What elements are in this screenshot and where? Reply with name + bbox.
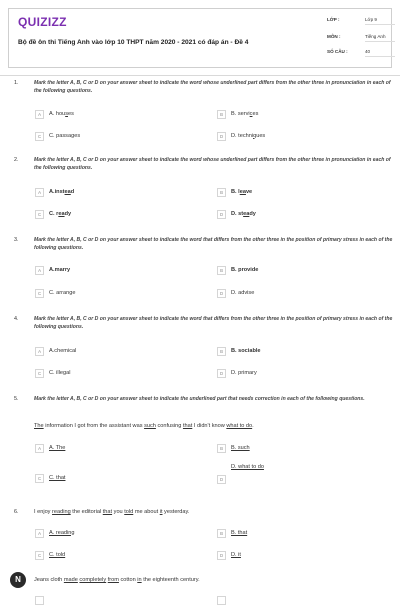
- option-letter-box: B: [217, 347, 226, 356]
- option-letter-box: C: [35, 132, 44, 141]
- option-text: D. techniques: [231, 132, 266, 139]
- option-text: A. The: [49, 444, 66, 451]
- question-number: 4.: [14, 316, 19, 322]
- meta-underline: [365, 56, 395, 57]
- meta-underline: [365, 24, 395, 25]
- meta-label: SỐ CÂU :: [327, 49, 348, 54]
- profile-badge[interactable]: N: [10, 572, 26, 588]
- meta-value: Tiếng Anh: [365, 34, 386, 39]
- header-divider: [0, 75, 400, 76]
- option-d[interactable]: [217, 464, 297, 484]
- option-letter-box: A: [35, 188, 44, 197]
- option-letter-box: B: [217, 110, 226, 119]
- option-text: D. what to do: [231, 464, 264, 470]
- option-letter-box: [217, 596, 226, 605]
- question-sentence: I enjoy reading the editorial that you told me about it yesterday.: [34, 509, 190, 515]
- option-letter-box: D: [217, 289, 226, 298]
- option-text: D. primary: [231, 369, 257, 376]
- quizizz-logo: QUIZIZZ: [18, 15, 67, 29]
- option-letter-box: [35, 596, 44, 605]
- option-text: C. ready: [49, 210, 72, 217]
- option-letter-box: D: [217, 369, 226, 378]
- option-text: C. passages: [49, 132, 81, 139]
- option-text: C. arrange: [49, 289, 76, 296]
- meta-underline: [365, 41, 395, 42]
- question-number: 6.: [14, 509, 19, 515]
- meta-label: LỚP :: [327, 17, 340, 22]
- option-letter-box: A: [35, 110, 44, 119]
- meta-value: Lớp 9: [365, 17, 377, 22]
- option-text: B. sociable: [231, 347, 261, 354]
- option-text: B. provide: [231, 266, 259, 273]
- option-letter-box: A: [35, 529, 44, 538]
- option-letter-box: C: [35, 369, 44, 378]
- question-instruction: Mark the letter A, B, C or D on your answer sheet to indicate the word that differs from the other three in the position of primary stress in each of the following questions.: [34, 316, 393, 330]
- worksheet-title: Bộ đề ôn thi Tiếng Anh vào lớp 10 THPT năm 2020 - 2021 có đáp án - Đề 4: [18, 39, 249, 46]
- option-letter-box: C: [35, 551, 44, 560]
- option-letter-box: B: [217, 266, 226, 275]
- option-letter-box: C: [35, 474, 44, 483]
- option-text: B. such: [231, 444, 250, 451]
- option-text: A.chemical: [49, 347, 77, 354]
- question-instruction: Mark the letter A, B, C or D on your answer sheet to indicate the underlined part that needs correction in each of the following questions.: [34, 396, 365, 402]
- question-number: 1.: [14, 80, 19, 86]
- option-text: D. steady: [231, 210, 256, 217]
- question-instruction: Mark the letter A, B, C or D on your answer sheet to indicate the word whose underlined part differs from the other three in pronunciation in each of the following questions.: [34, 80, 391, 94]
- question-instruction: Mark the letter A, B, C or D on your answer sheet to indicate the word that differs from the other three in the position of primary stress in each of the following questions.: [34, 237, 393, 251]
- option-text: C. illegal: [49, 369, 71, 376]
- option-text: A. reading: [49, 529, 75, 536]
- option-text: A. houses: [49, 110, 74, 117]
- option-letter-box: C: [35, 210, 44, 219]
- meta-label: MÔN :: [327, 34, 341, 39]
- option-letter-box: D: [217, 132, 226, 141]
- option-letter-box: C: [35, 289, 44, 298]
- option-text: A.marry: [49, 266, 71, 273]
- option-letter-box: D: [217, 551, 226, 560]
- option-text: D. it: [231, 551, 241, 558]
- option-text: B. leave: [231, 188, 253, 195]
- option-letter-box: D: [217, 210, 226, 219]
- question-number: 2.: [14, 157, 19, 163]
- option-letter-box: B: [217, 188, 226, 197]
- option-text: D. advise: [231, 289, 255, 296]
- option-text: C. told: [49, 551, 66, 558]
- question-sentence: The information I got from the assistant was such confusing that I didn't know what to do.: [34, 423, 254, 429]
- worksheet-header: [8, 8, 392, 68]
- question-instruction: Mark the letter A, B, C or D on your answer sheet to indicate the word whose underlined part differs from the other three in pronunciation in each of the following questions.: [34, 157, 391, 171]
- option-letter-box: B: [217, 444, 226, 453]
- option-letter-box: B: [217, 529, 226, 538]
- question-number: 3.: [14, 237, 19, 243]
- meta-value: 40: [365, 49, 371, 54]
- option-letter-box: D: [217, 475, 226, 484]
- option-letter-box: A: [35, 347, 44, 356]
- option-text: C. that: [49, 474, 66, 481]
- question-number: 5.: [14, 396, 19, 402]
- option-text: A.instead: [49, 188, 75, 195]
- option-letter-box: A: [35, 444, 44, 453]
- option-text: B. services: [231, 110, 259, 117]
- question-sentence: Jeans cloth made completely from cotton in the eighteenth century.: [34, 577, 200, 583]
- option-text: B. that: [231, 529, 248, 536]
- option-letter-box: A: [35, 266, 44, 275]
